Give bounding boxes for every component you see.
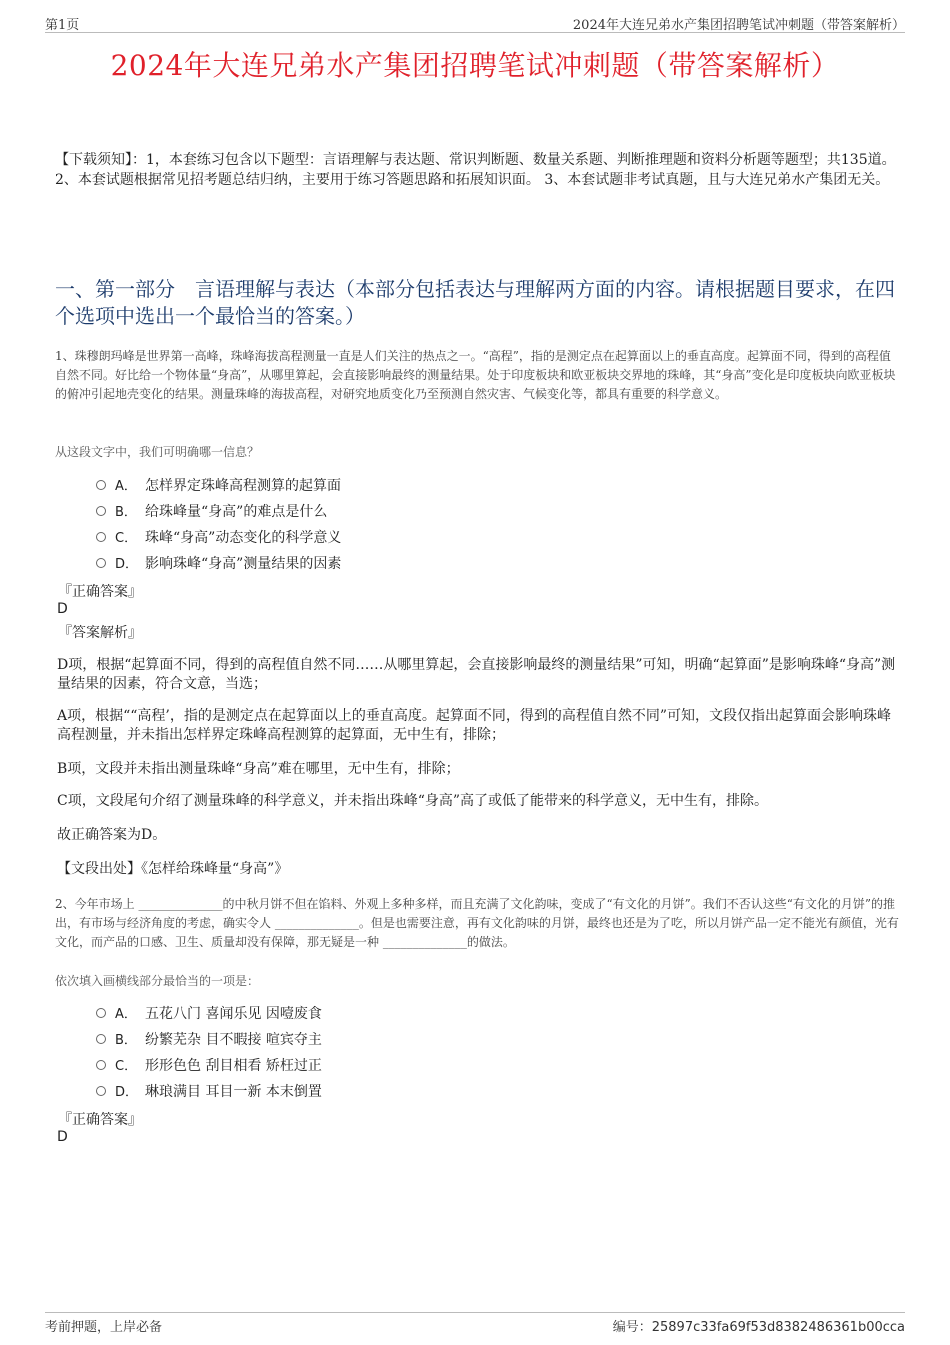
option-letter: D． [115, 1085, 139, 1100]
q1-answer-label: 『正确答案』 [58, 584, 142, 600]
q1-analysis-a: A项，根据““高程’，指的是测定点在起算面以上的垂直高度。起算面不同，得到的高程值自然不同”可知，文段仅指出起算面会影响珠峰高程测量，并未指出怎样界定珠峰高程测算的起算面，无中生有，排除； [57, 708, 892, 743]
option-letter: C． [115, 531, 138, 546]
option-text: 怎样界定珠峰高程测算的起算面 [145, 478, 341, 494]
option-text: 形形色色 刮目相看 矫枉过正 [145, 1058, 322, 1074]
option-text: 五花八门 喜闻乐见 因噎废食 [145, 1006, 322, 1022]
option-letter: B． [115, 1033, 137, 1048]
option-text: 琳琅满目 耳目一新 本末倒置 [145, 1084, 322, 1100]
q2-prompt: 依次填入画横线部分最恰当的一项是： [55, 974, 260, 988]
q2-option-c[interactable] [96, 1056, 322, 1076]
download-notice: 【下载须知】：1，本套练习包含以下题型：言语理解与表达题、常识判断题、数量关系题、判断推理题和资料分析题等题型；共135道。 2、本套试题根据常见招考题总结归纳，主要用于练习答题思路和拓展知识面。 3、本套试题非考试真题，且与大连兄弟水产集团无关。 [55, 152, 896, 188]
option-letter: D． [115, 557, 139, 572]
q1-analysis-label: 『答案解析』 [58, 625, 142, 641]
q2-option-a[interactable] [96, 1004, 322, 1024]
q1-option-a[interactable] [96, 476, 341, 496]
footer-slogan: 考前押题，上岸必备 [45, 1320, 163, 1335]
q2-answer: D [57, 1129, 68, 1145]
footer-code-value: 25897c33fa69f53d8382486361b00cca [651, 1320, 905, 1335]
q1-answer: D [57, 601, 68, 617]
option-text: 给珠峰量“身高”的难点是什么 [145, 504, 328, 520]
option-letter: B． [115, 505, 137, 520]
radio-icon[interactable] [96, 532, 106, 542]
section-heading: 一、第一部分 言语理解与表达（本部分包括表达与理解两方面的内容。请根据题目要求，在四个选项中选出一个最恰当的答案。） [55, 277, 895, 328]
page-footer [45, 1312, 905, 1337]
page-number: 第1页 [45, 18, 80, 33]
option-letter: A． [115, 1007, 137, 1022]
option-text: 珠峰“身高”动态变化的科学意义 [145, 530, 342, 546]
radio-icon[interactable] [96, 1034, 106, 1044]
page-title: 2024年大连兄弟水产集团招聘笔试冲刺题（带答案解析） [110, 49, 840, 82]
q1-conclusion: 故正确答案为D。 [57, 827, 167, 843]
q1-prompt: 从这段文字中，我们可明确哪一信息？ [55, 445, 260, 459]
radio-icon[interactable] [96, 480, 106, 490]
radio-icon[interactable] [96, 558, 106, 568]
q1-option-b[interactable] [96, 502, 327, 522]
option-text: 影响珠峰“身高”测量结果的因素 [145, 556, 342, 572]
q2-passage: 2、今年市场上 ______________的中秋月饼不但在馅料、外观上多种多样，而且充满了文化韵味，变成了“有文化的月饼”。我们不否认这些“有文化的月饼”的推出，有市场与经济角度的考虑，确实令人 ______________。但是也需要注意，再有文化韵味的月饼，最终也还是为了吃，所以月饼产品一定不能光有颜值，光有文化，而产品的口感、卫生、质量却没有保障，那无疑是一种 ______________的做法。 [55, 897, 899, 949]
footer-code [613, 1316, 905, 1335]
radio-icon[interactable] [96, 1008, 106, 1018]
radio-icon[interactable] [96, 1060, 106, 1070]
footer-code-label: 编号： [612, 1320, 652, 1335]
page-header [45, 10, 905, 33]
option-text: 纷繁芜杂 目不暇接 喧宾夺主 [145, 1032, 322, 1048]
q1-analysis-b: B项，文段并未指出测量珠峰“身高”难在哪里，无中生有，排除； [57, 761, 460, 777]
radio-icon[interactable] [96, 506, 106, 516]
q1-option-c[interactable] [96, 528, 341, 548]
q1-analysis-d: D项，根据“起算面不同，得到的高程值自然不同……从哪里算起，会直接影响最终的测量结果”可知，明确“起算面”是影响珠峰“身高”测量结果的因素，符合文意，当选； [57, 657, 896, 692]
q1-option-d[interactable] [96, 554, 341, 574]
option-letter: A． [115, 479, 137, 494]
q2-answer-label: 『正确答案』 [58, 1112, 142, 1128]
q1-analysis-c: C项，文段尾句介绍了测量珠峰的科学意义，并未指出珠峰“身高”高了或低了能带来的科学意义，无中生有，排除。 [57, 793, 769, 809]
header-doc-title: 2024年大连兄弟水产集团招聘笔试冲刺题（带答案解析） [572, 18, 905, 33]
option-letter: C． [115, 1059, 138, 1074]
q1-source: 【文段出处】《怎样给珠峰量“身高”》 [57, 861, 289, 877]
q2-option-b[interactable] [96, 1030, 322, 1050]
q1-passage: 1、珠穆朗玛峰是世界第一高峰，珠峰海拔高程测量一直是人们关注的热点之一。“高程”，指的是测定点在起算面以上的垂直高度。起算面不同，得到的高程值自然不同。好比给一个物体量“身高”，从哪里算起，会直接影响最终的测量结果。处于印度板块和欧亚板块交界地的珠峰，其“身高”变化是印度板块向欧亚板块的俯冲引起地壳变化的结果。测量珠峰的海拔高程，对研究地质变化乃至预测自然灾害、气候变化等，都具有重要的科学意义。 [55, 349, 896, 401]
radio-icon[interactable] [96, 1086, 106, 1096]
q2-option-d[interactable] [96, 1082, 322, 1102]
